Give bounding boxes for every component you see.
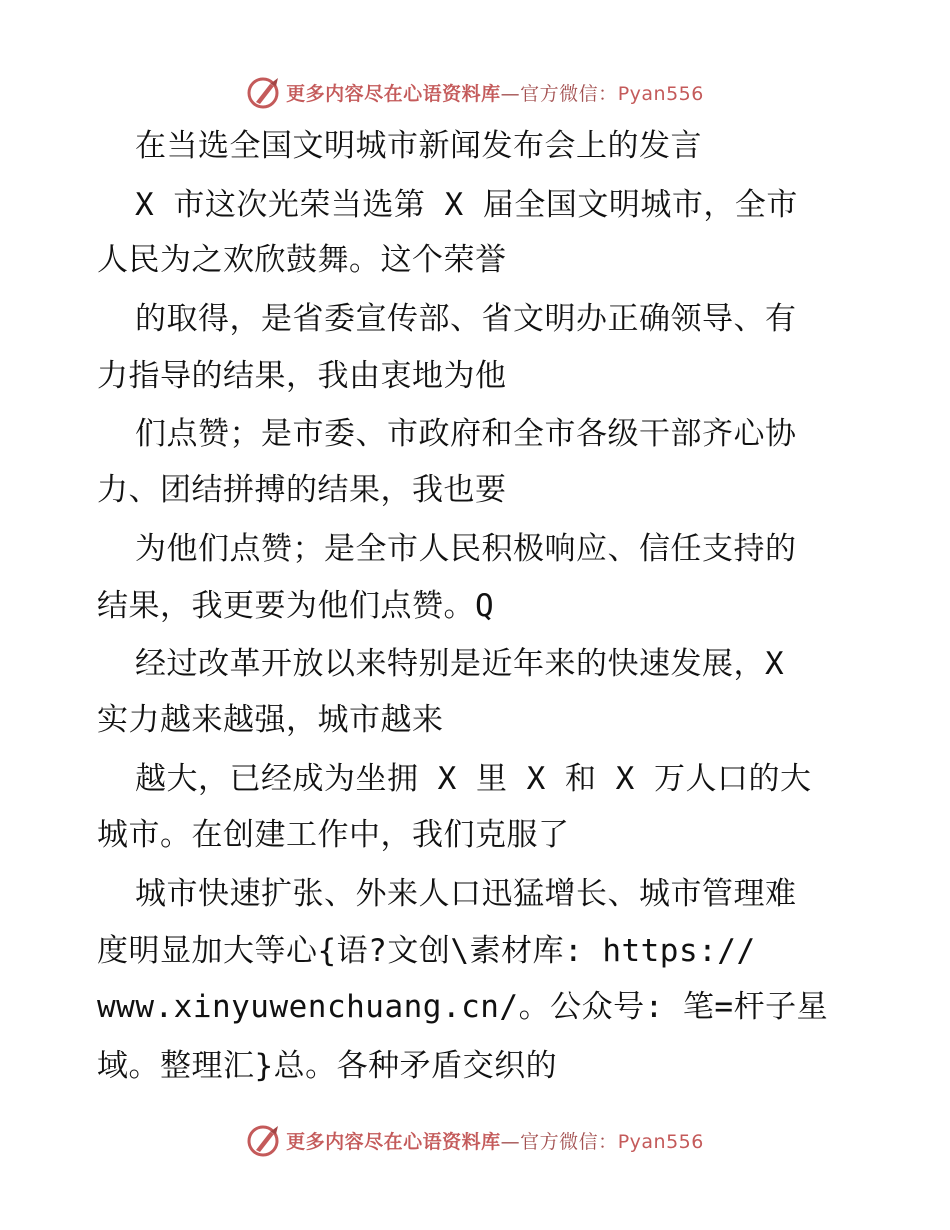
body-line: 人民为之欢欣鼓舞。这个荣誉 [97, 242, 507, 278]
footer-banner [0, 1120, 950, 1160]
body-line: 力指导的结果，我由衷地为他 [97, 358, 507, 394]
quill-logo-icon [246, 1122, 282, 1158]
quill-logo-icon [246, 74, 282, 110]
header-banner-text: 更多内容尽在心语资料库—官方微信：Pyan556 [286, 82, 704, 105]
body-line: 为他们点赞；是全市人民积极响应、信任支持的 [135, 531, 797, 567]
body-line: www.xinyuwenchuang.cn/。公众号: 笔=杆子星 [97, 989, 829, 1025]
body-line: 城市。在创建工作中，我们克服了 [97, 817, 570, 853]
body-line: 越大，已经成为坐拥 X 里 X 和 X 万人口的大 [135, 761, 812, 797]
body-line: 力、团结拼搏的结果，我也要 [97, 472, 507, 508]
document-title: 在当选全国文明城市新闻发布会上的发言 [135, 128, 702, 164]
body-line: 实力越来越强，城市越来 [97, 702, 444, 738]
header-banner [0, 72, 950, 112]
body-line: 们点赞；是市委、市政府和全市各级干部齐心协 [135, 416, 797, 452]
body-line: 的取得，是省委宣传部、省文明办正确领导、有 [135, 301, 797, 337]
body-line: 度明显加大等心{语?文创\素材库: https:// [97, 933, 756, 969]
body-line: 结果，我更要为他们点赞。Q [97, 588, 495, 624]
body-line: 经过改革开放以来特别是近年来的快速发展，X [135, 646, 785, 682]
body-line: 城市快速扩张、外来人口迅猛增长、城市管理难 [135, 876, 797, 912]
body-line: X 市这次光荣当选第 X 届全国文明城市，全市 [135, 187, 798, 223]
footer-banner-text: 更多内容尽在心语资料库—官方微信：Pyan556 [286, 1130, 704, 1153]
body-line: 域。整理汇}总。各种矛盾交织的 [97, 1048, 558, 1084]
